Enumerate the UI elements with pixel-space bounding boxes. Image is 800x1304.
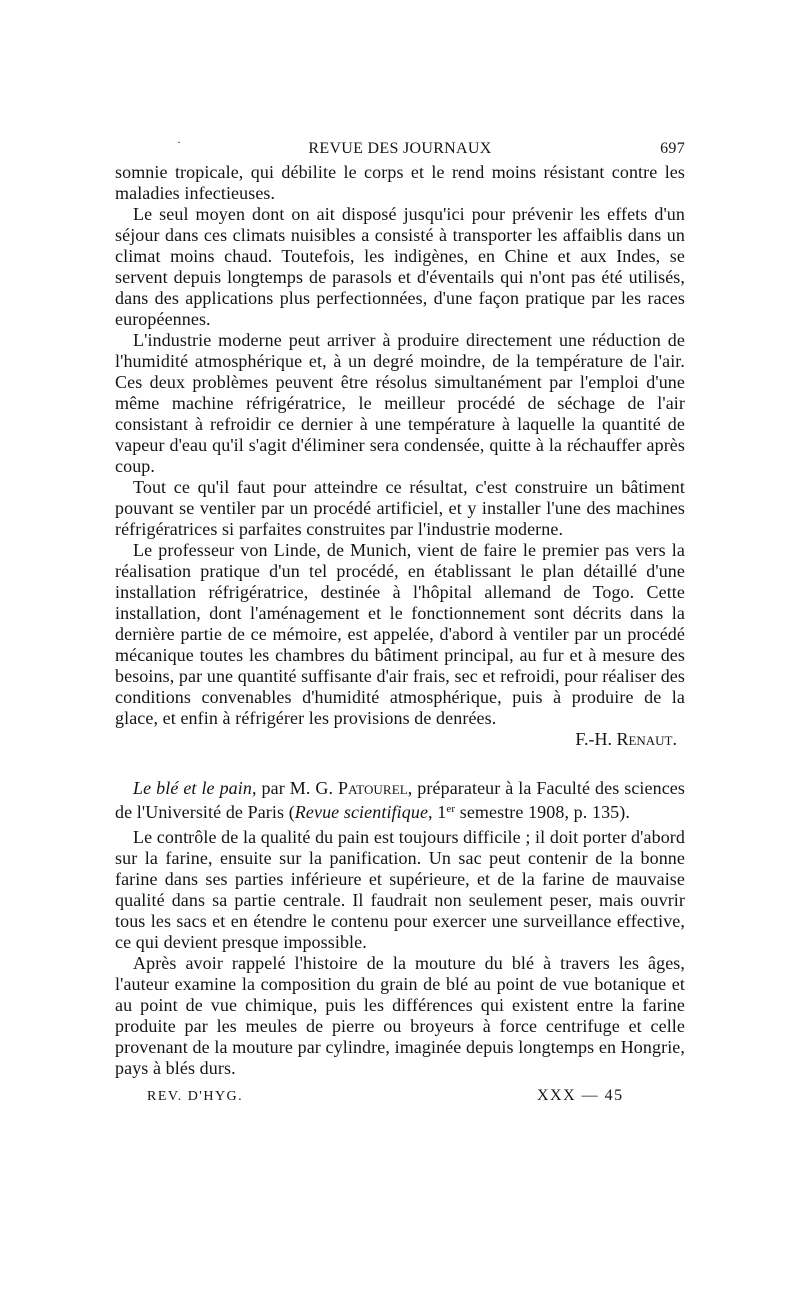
article-1-signature [115, 729, 685, 750]
paragraph: Le seul moyen dont on ait disposé jusqu'ici pour prévenir les effets d'un séjour dans ces climats nuisibles a consisté à transporter les affaiblis dans un climat moins chaud. Toutefois, les indigènes, en Chine et aux Indes, se servent depuis longtemps de parasols et d'éventails qui n'ont pas été utilisés, dans des applications plus perfectionnées, d'une façon pratique par les races européennes. [115, 204, 685, 329]
article-2-journal: Revue scientifique [294, 802, 429, 822]
paragraph: Le contrôle de la qualité du pain est toujours difficile ; il doit porter d'abord sur la farine, ensuite sur la panification. Un sac peut contenir de la bonne farine dans ses parties inférieure et supérieure, et de la farine de mauvaise qualité dans sa partie centrale. Il faudrait non seulement peser, mais ouvrir tous les sacs et en étendre le contenu pour exercer une surveillance effective, ce qui devient presque impossible. [115, 827, 685, 952]
paragraph: somnie tropicale, qui débilite le corps et le rend moins résistant contre les maladies infectieuses. [115, 162, 685, 203]
document-page [115, 132, 685, 1109]
running-title: REVUE DES JOURNAUX [308, 140, 492, 157]
article-1 [115, 162, 685, 729]
header-mark: · [177, 135, 182, 149]
paragraph: L'industrie moderne peut arriver à produire directement une réduction de l'humidité atmosphérique et, à un degré moindre, de la température de l'air. Ces deux problèmes peuvent être résolus simultanément par l'emploi d'une même machine réfrigératrice, le meilleur procédé de séchage de l'air consistant à refroidir ce dernier à une température à laquelle la quantité de vapeur d'eau qu'il s'agit d'éliminer sera condensée, quitte à la réchauffer après coup. [115, 330, 685, 476]
running-header [115, 132, 685, 162]
article-2-title: Le blé et le pain [133, 778, 252, 798]
paragraph: Le professeur von Linde, de Munich, vient de faire le premier pas vers la réalisation pratique d'un tel procédé, en établissant le plan détaillé d'une installation réfrigératrice, destinée à l'hôpital allemand de Togo. Cette installation, dont l'aménagement et le fonctionnement sont décrits dans la dernière partie de ce mémoire, est appelée, d'abord à ventiler par un procédé mécanique toutes les chambres du bâtiment principal, au fur et à mesure des besoins, par une quantité suffisante d'air frais, sec et refroidi, pour réaliser des conditions convenables d'humidité atmosphérique, puis à produire de la glace, et enfin à réfrigérer les provisions de denrées. [115, 540, 685, 728]
article-2-issue-superscript: er [446, 803, 456, 815]
article-2-issue-prefix: , 1 [428, 802, 447, 822]
signature-name: Renaut. [616, 729, 677, 749]
article-2-author: Patourel [337, 778, 408, 798]
page-number: 697 [660, 140, 685, 157]
footer-journal-abbreviation: REV. D'HYG. [147, 1089, 244, 1104]
article-2-heading [115, 778, 685, 823]
article-2 [115, 778, 685, 1079]
article-separator [115, 750, 685, 778]
footer-volume-signature: XXX — 45 [537, 1087, 624, 1104]
article-2-issue-suffix: semestre 1908, p. 135). [455, 802, 630, 822]
paragraph: Après avoir rappelé l'histoire de la mouture du blé à travers les âges, l'auteur examine la composition du grain de blé au point de vue botanique et au point de vue chimique, puis les différences qui existent entre la farine produite par les meules de pierre ou broyeurs à force centrifuge et celle provenant de la mouture par cylindre, imaginée depuis longtemps en Hongrie, pays à blés durs. [115, 953, 685, 1078]
article-2-affiliation: , préparateur à la Faculté des sciences de l'Université de Paris ( [115, 778, 686, 822]
article-2-by: , par M. G. [251, 778, 338, 798]
page-footer [115, 1085, 685, 1109]
paragraph: Tout ce qu'il faut pour atteindre ce résultat, c'est construire un bâtiment pouvant se ventiler par un procédé artificiel, et y installer l'une des machines réfrigératrices si parfaites construites par l'industrie moderne. [115, 477, 685, 539]
signature-initials: F.-H. [575, 729, 617, 749]
